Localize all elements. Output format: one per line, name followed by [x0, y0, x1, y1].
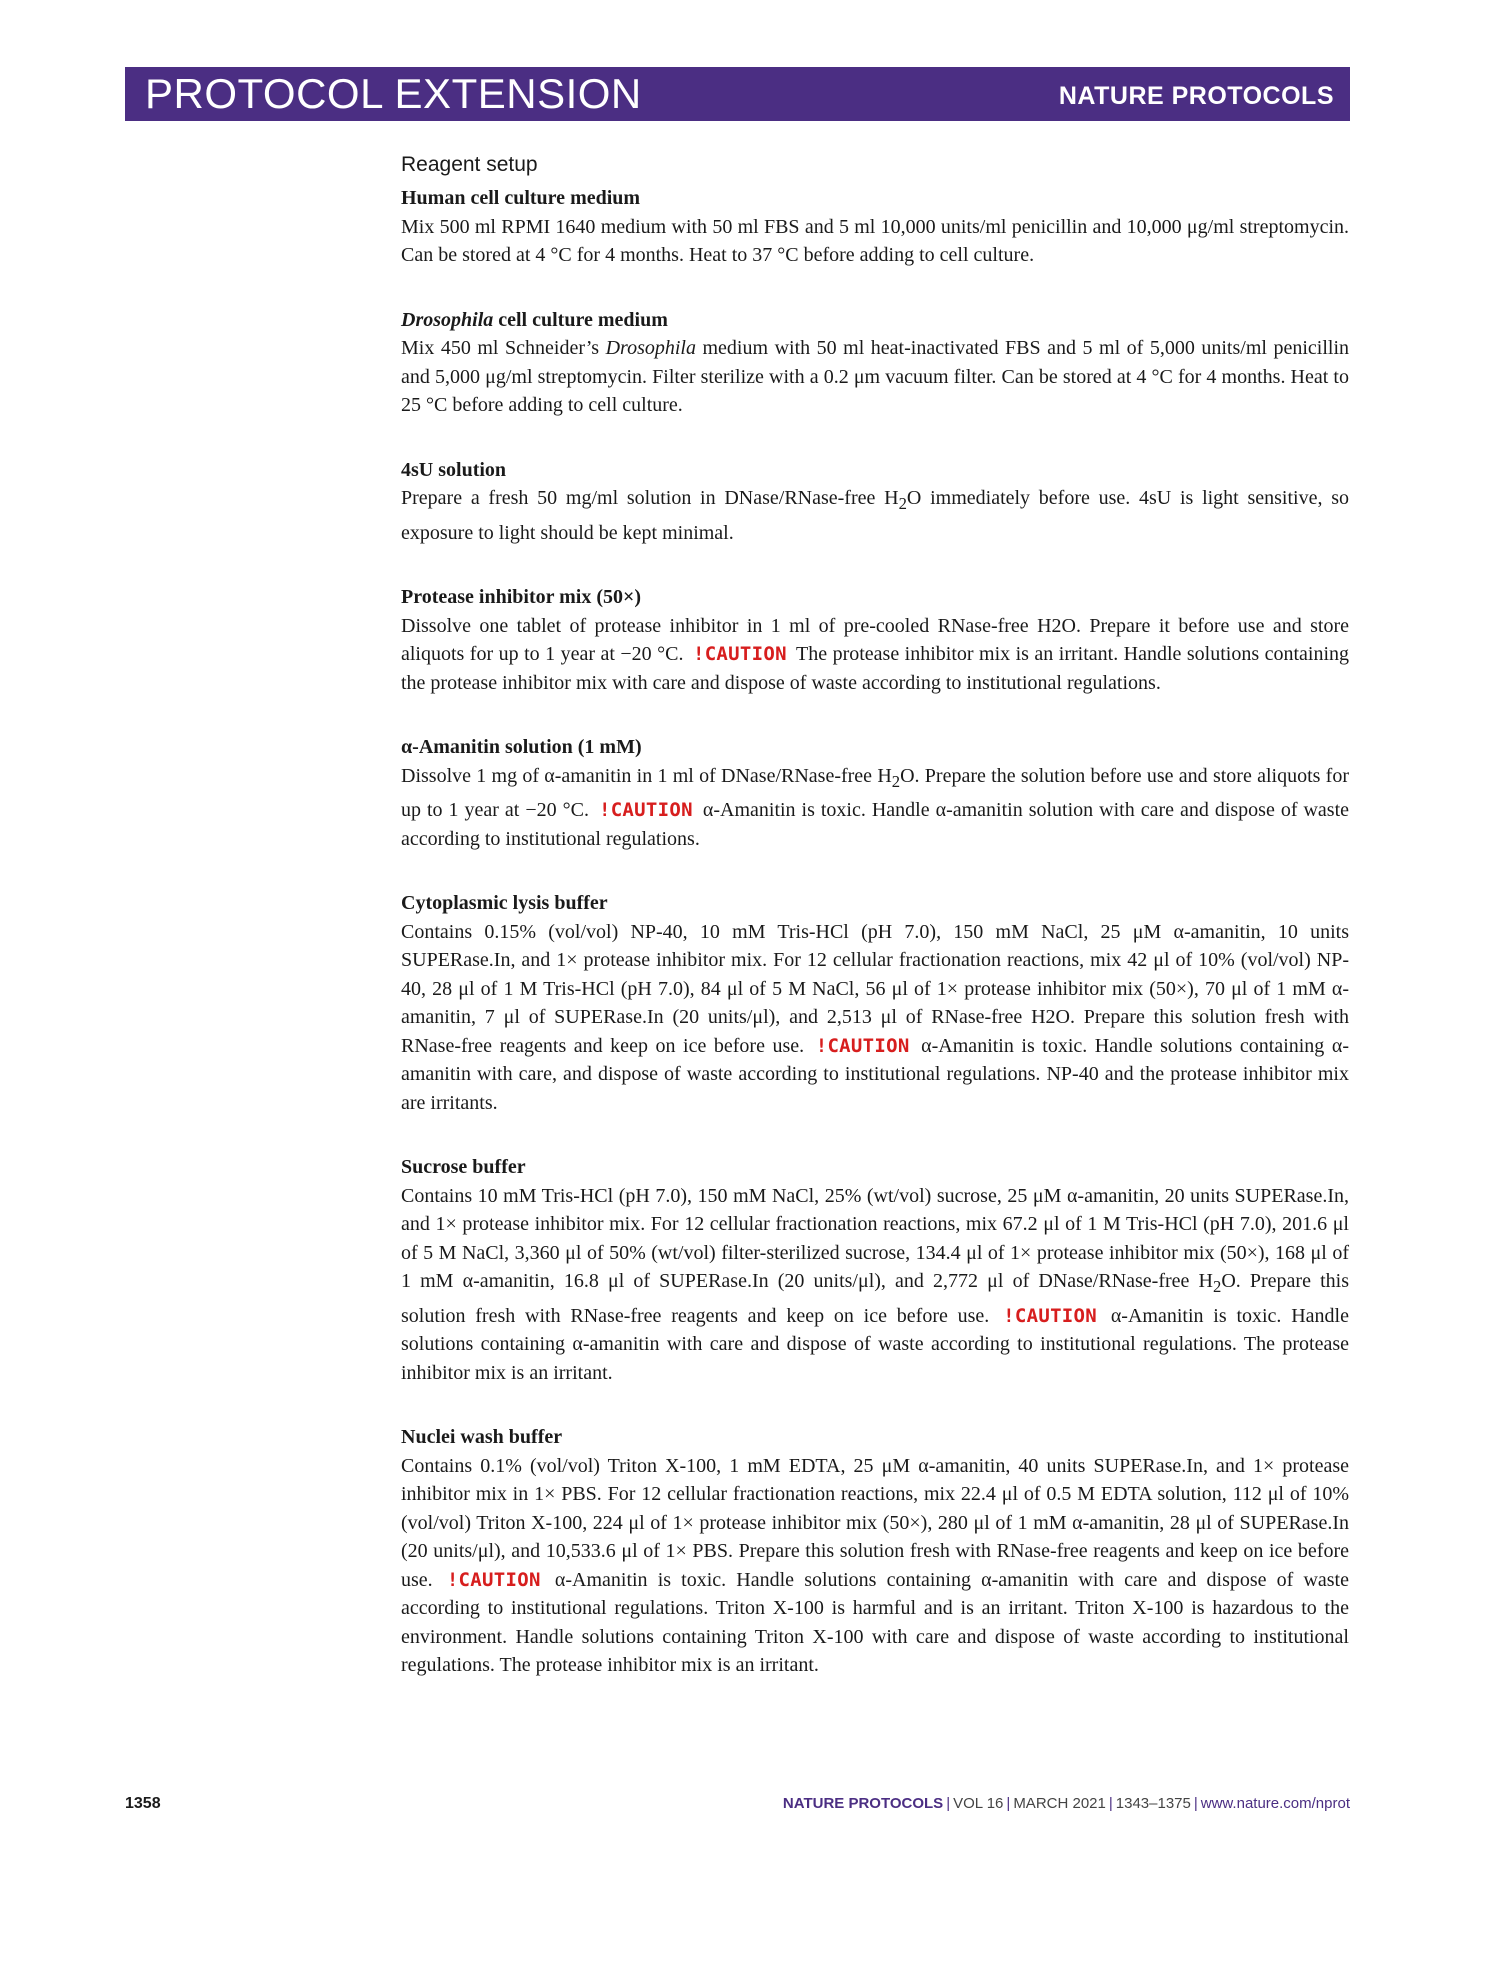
footer-date: MARCH 2021 [1013, 1795, 1106, 1812]
reagent-human-cell-culture-medium [401, 184, 1349, 270]
reagent-protease-inhibitor-mix [401, 583, 1349, 697]
reagent-text-part: Mix 450 ml Schneider’s [401, 337, 606, 359]
reagent-text-part: O. Prepare the solution before use and store aliquots for up to 1 year at −20 °C. [401, 764, 1349, 821]
footer-separator: | [1006, 1795, 1011, 1812]
journal-label: NATURE PROTOCOLS [1058, 81, 1334, 110]
reagent-text: Mix 500 ml RPMI 1640 medium with 50 ml FBS and 5 ml 10,000 units/ml penicillin and 10,000 μg/ml streptomycin. Can be stored at 4 °C for 4 months. Heat to 37 °C before adding to cell culture. [401, 215, 1349, 266]
subscript: 2 [891, 771, 901, 791]
reagent-text [401, 1182, 1349, 1388]
footer-citation [783, 1795, 1350, 1812]
section-label: PROTOCOL EXTENSION [145, 70, 642, 117]
caution-label: !CAUTION [446, 1568, 541, 1591]
reagent-text-part: α-Amanitin is toxic. Handle α-amanitin solution with care and dispose of waste according to institutional regulations. [401, 799, 1350, 850]
footer-separator: | [946, 1795, 951, 1812]
reagent-4su-solution [401, 456, 1349, 548]
caution-label: !CAUTION [1003, 1304, 1098, 1327]
footer-separator: | [1193, 1795, 1198, 1812]
reagent-nuclei-wash-buffer [401, 1423, 1349, 1680]
section-title: Reagent setup [401, 153, 538, 176]
reagent-text [401, 484, 1349, 547]
page-content [401, 150, 1349, 1716]
reagent-text-part: α-Amanitin is toxic. Handle solutions containing α-amanitin with care and dispose of waste according to institutional regulations. Triton X-100 is harmful and is an irritant. Triton X-100 is hazardous to the environment. Handle solutions containing Triton X-100 with care and dispose of waste according to institutional regulations. The protease inhibitor mix is an irritant. [401, 1568, 1349, 1676]
reagent-title: α-Amanitin solution (1 mM) [401, 736, 642, 758]
reagent-text [401, 334, 1349, 420]
reagent-title: Cytoplasmic lysis buffer [401, 892, 608, 914]
reagent-text-part: The protease inhibitor mix is an irritant. Handle solutions containing the protease inhibitor mix with care and dispose of waste according to institutional regulations. [401, 643, 1350, 694]
caution-label: !CAUTION [815, 1034, 910, 1057]
reagent-title: Nuclei wash buffer [401, 1426, 563, 1448]
reagent-title: Protease inhibitor mix (50×) [401, 586, 642, 608]
reagent-text-part: Dissolve one tablet of protease inhibitor in 1 ml of pre-cooled RNase-free H2O. Prepare it before use and store aliquots for up to 1 year at −20 °C. [401, 614, 1349, 665]
footer-url-link[interactable]: www.nature.com/nprot [1200, 1795, 1350, 1812]
caution-label: !CAUTION [598, 799, 693, 821]
reagent-text-part: Contains 10 mM Tris-HCl (pH 7.0), 150 mM NaCl, 25% (wt/vol) sucrose, 25 μM α-amanitin, 20 units SUPERase.In, and 1× protease inhibitor mix. For 12 cellular fractionation reactions, mix 67.2 μl of 1 M Tris-HCl (pH 7.0), 201.6 μl of 5 M NaCl, 3,360 μl of 50% (wt/vol) filter-sterilized sucrose, 134.4 μl of 1× protease inhibitor mix (50×), 168 μl of 1 mM α-amanitin, 16.8 μl of SUPERase.In (20 units/μl), and 2,772 μl of DNase/RNase-free H [401, 1184, 1349, 1292]
footer-journal: NATURE PROTOCOLS [782, 1795, 944, 1812]
reagent-text-part: Contains 0.15% (vol/vol) NP-40, 10 mM Tris-HCl (pH 7.0), 150 mM NaCl, 25 μM α-amanitin, 10 units SUPERase.In, and 1× protease inhibitor mix. For 12 cellular fractionation reactions, mix 42 μl of 10% (vol/vol) NP-40, 28 μl of 1 M Tris-HCl (pH 7.0), 84 μl of 5 M NaCl, 56 μl of 1× protease inhibitor mix (50×), 70 μl of 1 mM α-amanitin, 7 μl of SUPERase.In (20 units/μl), and 2,513 μl of RNase-free H2O. Prepare this solution fresh with RNase-free reagents and keep on ice before use. [401, 920, 1349, 1057]
reagent-text-part: O immediately before use. 4sU is light sensitive, so exposure to light should be kept minimal. [401, 487, 1349, 544]
footer-separator: | [1108, 1795, 1113, 1812]
reagent-text-part: medium with 50 ml heat-inactivated FBS and 5 ml of 5,000 units/ml penicillin and 5,000 μg/ml streptomycin. Filter sterilize with a 0.2 μm vacuum filter. Can be stored at 4 °C for 4 months. Heat to 25 °C before adding to cell culture. [401, 337, 1349, 416]
footer-pages: 1343–1375 [1115, 1795, 1191, 1812]
reagent-cytoplasmic-lysis-buffer [401, 889, 1349, 1117]
reagent-text [401, 1452, 1349, 1680]
reagent-text-part: α-Amanitin is toxic. Handle solutions containing α-amanitin with care, and dispose of waste according to institutional regulations. NP-40 and the protease inhibitor mix are irritants. [401, 1034, 1349, 1114]
reagent-text-part: O. Prepare this solution fresh with RNase-free reagents and keep on ice before use. [401, 1270, 1349, 1327]
subscript: 2 [898, 494, 907, 513]
reagent-text-part: Dissolve 1 mg of α-amanitin in 1 ml of DNase/RNase-free H [401, 764, 892, 787]
reagent-title: 4sU solution [401, 458, 507, 481]
reagent-title: Sucrose buffer [401, 1156, 526, 1178]
reagent-text [401, 762, 1349, 854]
header-banner [125, 67, 1350, 121]
page-number: 1358 [125, 1795, 161, 1812]
reagent-text-part: Contains 0.1% (vol/vol) Triton X-100, 1 mM EDTA, 25 μM α-amanitin, 40 units SUPERase.In, and 1× protease inhibitor mix in 1× PBS. For 12 cellular fractionation reactions, mix 22.4 μl of 0.5 M EDTA solution, 112 μl of 10% (vol/vol) Triton X-100, 224 μl of 1× protease inhibitor mix (50×), 280 μl of 1 mM α-amanitin, 28 μl of SUPERase.In (20 units/μl), and 10,533.6 μl of 1× PBS. Prepare this solution fresh with RNase-free reagents and keep on ice before use. [401, 1454, 1349, 1591]
reagent-title-rest: cell culture medium [493, 308, 668, 331]
reagent-title [401, 306, 1349, 335]
footer-volume: VOL 16 [953, 1795, 1004, 1812]
reagent-text [401, 918, 1349, 1118]
reagent-alpha-amanitin-solution [401, 733, 1349, 853]
reagent-title-italic: Drosophila [401, 308, 494, 331]
caution-label: !CAUTION [692, 643, 787, 665]
subscript: 2 [1212, 1277, 1222, 1296]
reagent-drosophila-cell-culture-medium [401, 306, 1349, 420]
reagent-text [401, 612, 1349, 698]
reagent-text-italic: Drosophila [605, 337, 696, 359]
reagent-sucrose-buffer [401, 1153, 1349, 1387]
reagent-title: Human cell culture medium [401, 187, 641, 209]
reagent-text-part: Prepare a fresh 50 mg/ml solution in DNase/RNase-free H [401, 487, 899, 509]
reagent-text-part: α-Amanitin is toxic. Handle solutions containing α-amanitin with care and dispose of waste according to institutional regulations. The protease inhibitor mix is an irritant. [401, 1304, 1349, 1384]
